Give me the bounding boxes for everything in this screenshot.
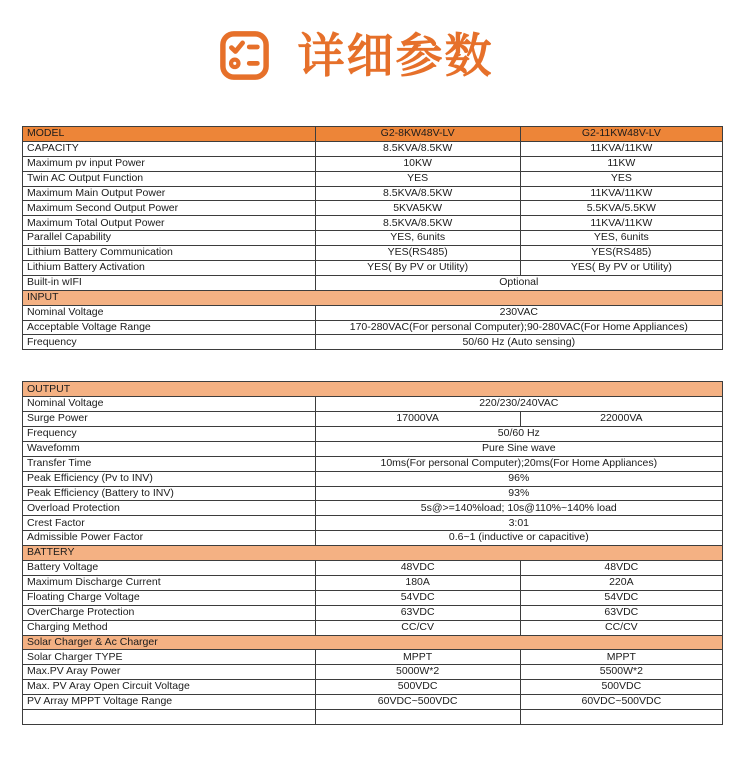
- spec-row: [23, 501, 723, 516]
- spec-value-cell: 63VDC: [520, 605, 722, 620]
- section-header-cell: BATTERY: [23, 546, 723, 561]
- spec-value-cell: 8.5KVA/8.5KW: [315, 186, 520, 201]
- spec-value-cell: 5s@>=140%load; 10s@110%~140% load: [315, 501, 722, 516]
- spec-row: [23, 590, 723, 605]
- spec-value-cell: Pure Sine wave: [315, 441, 722, 456]
- spec-value-cell: YES(RS485): [315, 246, 520, 261]
- spec-value-cell: 5KVA5KW: [315, 201, 520, 216]
- spec-row: [23, 427, 723, 442]
- section-row: [23, 635, 723, 650]
- spec-label-cell: Lithium Battery Activation: [23, 261, 316, 276]
- spec-value-cell: 22000VA: [520, 412, 722, 427]
- spec-value-cell: 48VDC: [520, 561, 722, 576]
- spec-label-cell: Parallel Capability: [23, 231, 316, 246]
- spec-label-cell: Peak Efficiency (Battery to INV): [23, 486, 316, 501]
- spec-row: [23, 275, 723, 290]
- spec-value-cell: MPPT: [520, 650, 722, 665]
- spec-row: [23, 141, 723, 156]
- spec-row: [23, 575, 723, 590]
- spec-value-cell: 500VDC: [315, 680, 520, 695]
- spec-value-cell: Optional: [315, 275, 722, 290]
- spec-value-cell: YES(RS485): [520, 246, 722, 261]
- spec-label-cell: Max. PV Aray Open Circuit Voltage: [23, 680, 316, 695]
- spec-value-cell: 96%: [315, 471, 722, 486]
- section-row: [23, 290, 723, 305]
- spec-label-cell: Overload Protection: [23, 501, 316, 516]
- spec-label-cell: Peak Efficiency (Pv to INV): [23, 471, 316, 486]
- spec-value-cell: YES( By PV or Utility): [315, 261, 520, 276]
- column-header-label-cell: MODEL: [23, 127, 316, 142]
- spec-row: [23, 695, 723, 710]
- spec-label-cell: Wavefomm: [23, 441, 316, 456]
- table-header-row: [23, 127, 723, 142]
- spec-value-cell: 54VDC: [315, 590, 520, 605]
- spec-sheet-page: [0, 26, 745, 725]
- spec-label-cell: Floating Charge Voltage: [23, 590, 316, 605]
- spec-row: [23, 201, 723, 216]
- spec-value-cell: 93%: [315, 486, 722, 501]
- cutoff-row: [23, 709, 723, 724]
- spec-label-cell: OverCharge Protection: [23, 605, 316, 620]
- spec-value-cell: CC/CV: [520, 620, 722, 635]
- section-row: [23, 382, 723, 397]
- spec-value-cell: YES( By PV or Utility): [520, 261, 722, 276]
- spec-value-cell: 170-280VAC(For personal Computer);90-280VAC(For Home Appliances): [315, 320, 722, 335]
- spec-label-cell: [23, 709, 316, 724]
- section-header-cell: OUTPUT: [23, 382, 723, 397]
- spec-label-cell: CAPACITY: [23, 141, 316, 156]
- spec-value-cell: 10KW: [315, 156, 520, 171]
- spec-label-cell: Maximum Second Output Power: [23, 201, 316, 216]
- spec-value-cell: 63VDC: [315, 605, 520, 620]
- spec-row: [23, 650, 723, 665]
- spec-row: [23, 335, 723, 350]
- spec-table-output-battery-solar: [22, 381, 723, 724]
- column-header-model-cell: G2-11KW48V-LV: [520, 127, 722, 142]
- page-header: [0, 26, 727, 84]
- spec-value-cell: YES, 6units: [315, 231, 520, 246]
- spec-value-cell: 0.6~1 (inductive or capacitive): [315, 531, 722, 546]
- spec-label-cell: Max.PV Aray Power: [23, 665, 316, 680]
- section-header-cell: INPUT: [23, 290, 723, 305]
- spec-row: [23, 397, 723, 412]
- spec-value-cell: 11KW: [520, 156, 722, 171]
- spec-row: [23, 441, 723, 456]
- spec-value-cell: 17000VA: [315, 412, 520, 427]
- spec-label-cell: Acceptable Voltage Range: [23, 320, 316, 335]
- spec-label-cell: Frequency: [23, 427, 316, 442]
- spec-value-cell: 220/230/240VAC: [315, 397, 722, 412]
- spec-value-cell: 500VDC: [520, 680, 722, 695]
- spec-row: [23, 156, 723, 171]
- page-title: 详细参数: [297, 28, 494, 82]
- spec-label-cell: Frequency: [23, 335, 316, 350]
- spec-label-cell: Maximum Total Output Power: [23, 216, 316, 231]
- spec-label-cell: Maximum Discharge Current: [23, 575, 316, 590]
- spec-value-cell: 50/60 Hz (Auto sensing): [315, 335, 722, 350]
- spec-row: [23, 186, 723, 201]
- spec-value-cell: 60VDC~500VDC: [315, 695, 520, 710]
- spec-row: [23, 531, 723, 546]
- spec-value-cell: [315, 709, 520, 724]
- spec-value-cell: MPPT: [315, 650, 520, 665]
- spec-value-cell: 48VDC: [315, 561, 520, 576]
- spec-value-cell: 11KVA/11KW: [520, 216, 722, 231]
- spec-value-cell: YES: [520, 171, 722, 186]
- spec-value-cell: 54VDC: [520, 590, 722, 605]
- spec-label-cell: Charging Method: [23, 620, 316, 635]
- spec-value-cell: 11KVA/11KW: [520, 141, 722, 156]
- spec-value-cell: 60VDC~500VDC: [520, 695, 722, 710]
- spec-label-cell: Admissible Power Factor: [23, 531, 316, 546]
- spec-row: [23, 171, 723, 186]
- spec-value-cell: 5.5KVA/5.5KW: [520, 201, 722, 216]
- spec-value-cell: 230VAC: [315, 305, 722, 320]
- spec-value-cell: 5500W*2: [520, 665, 722, 680]
- spec-table-model-input: [22, 126, 723, 350]
- spec-row: [23, 471, 723, 486]
- spec-row: [23, 486, 723, 501]
- spec-row: [23, 665, 723, 680]
- spec-label-cell: Surge Power: [23, 412, 316, 427]
- spec-value-cell: 8.5KVA/8.5KW: [315, 141, 520, 156]
- spec-row: [23, 231, 723, 246]
- spec-label-cell: Solar Charger TYPE: [23, 650, 316, 665]
- spec-row: [23, 516, 723, 531]
- spec-value-cell: 220A: [520, 575, 722, 590]
- spec-label-cell: Twin AC Output Function: [23, 171, 316, 186]
- spec-value-cell: 8.5KVA/8.5KW: [315, 216, 520, 231]
- spec-value-cell: 5000W*2: [315, 665, 520, 680]
- spec-label-cell: Lithium Battery Communication: [23, 246, 316, 261]
- spec-row: [23, 246, 723, 261]
- spec-label-cell: Battery Voltage: [23, 561, 316, 576]
- spec-label-cell: Built-in wIFI: [23, 275, 316, 290]
- checklist-icon: [216, 27, 273, 84]
- spec-label-cell: Transfer Time: [23, 456, 316, 471]
- spec-value-cell: YES: [315, 171, 520, 186]
- spec-label-cell: Nominal Voltage: [23, 305, 316, 320]
- spec-label-cell: PV Array MPPT Voltage Range: [23, 695, 316, 710]
- spec-row: [23, 261, 723, 276]
- section-row: [23, 546, 723, 561]
- spec-row: [23, 620, 723, 635]
- spec-value-cell: 180A: [315, 575, 520, 590]
- spec-value-cell: CC/CV: [315, 620, 520, 635]
- spec-row: [23, 412, 723, 427]
- column-header-model-cell: G2-8KW48V-LV: [315, 127, 520, 142]
- spec-value-cell: 10ms(For personal Computer);20ms(For Home Appliances): [315, 456, 722, 471]
- spec-row: [23, 680, 723, 695]
- spec-value-cell: 50/60 Hz: [315, 427, 722, 442]
- spec-label-cell: Crest Factor: [23, 516, 316, 531]
- section-header-cell: Solar Charger & Ac Charger: [23, 635, 723, 650]
- spec-row: [23, 561, 723, 576]
- spec-row: [23, 216, 723, 231]
- spec-value-cell: YES, 6units: [520, 231, 722, 246]
- spec-row: [23, 456, 723, 471]
- spec-label-cell: Maximum pv input Power: [23, 156, 316, 171]
- spec-value-cell: [520, 709, 722, 724]
- spec-row: [23, 305, 723, 320]
- spec-label-cell: Maximum Main Output Power: [23, 186, 316, 201]
- spec-value-cell: 3:01: [315, 516, 722, 531]
- spec-value-cell: 11KVA/11KW: [520, 186, 722, 201]
- spec-label-cell: Nominal Voltage: [23, 397, 316, 412]
- spec-row: [23, 605, 723, 620]
- spec-row: [23, 320, 723, 335]
